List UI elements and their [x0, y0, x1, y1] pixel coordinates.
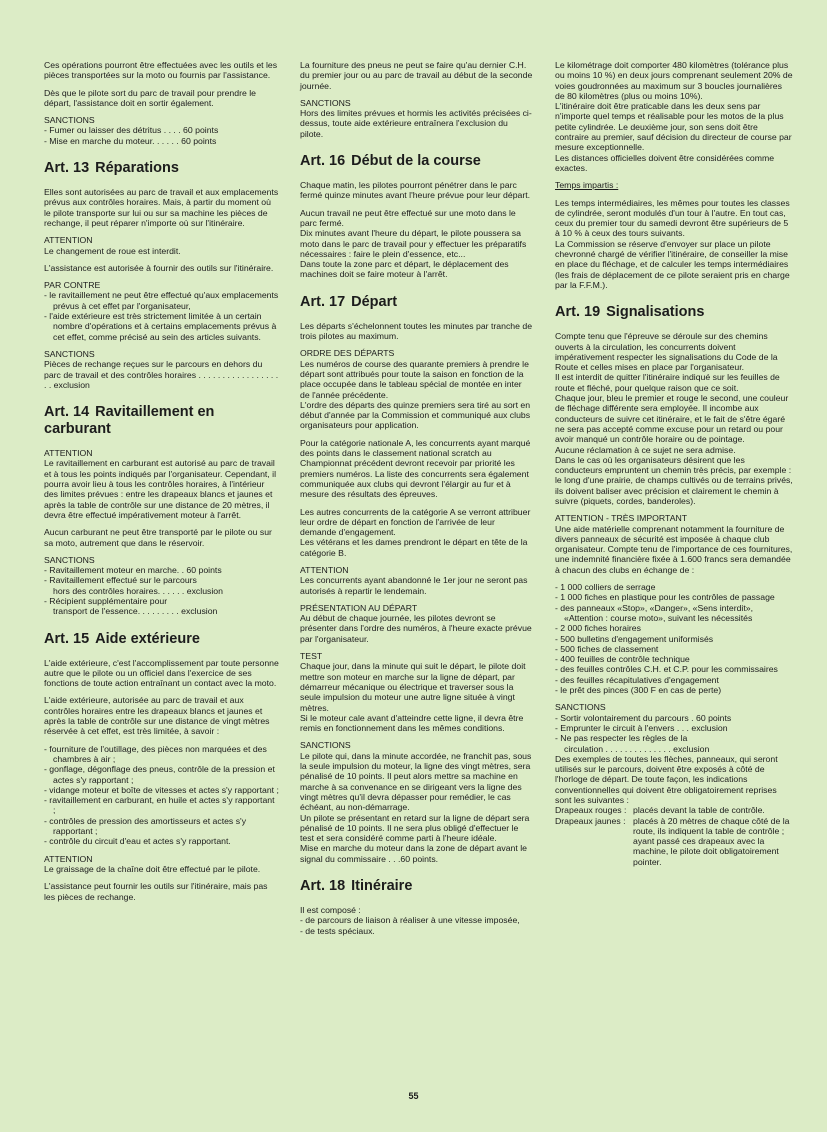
article-number: Art. 13 [44, 160, 90, 177]
paragraph: Compte tenu que l'épreuve se déroule sur des chemins ouverts à la circulation, les concurrents doivent impérativement respecter les signalisations du Code de la Route et celles mises en place par l'organisateur. [555, 331, 778, 373]
definition-text: placés devant la table de contrôle. [633, 805, 765, 816]
paragraph: La fourniture des pneus ne peut se faire qu'au dernier C.H. du premier jour ou au parc de travail au début de la seconde journée. [300, 60, 533, 91]
paragraph: Aucun carburant ne peut être transporté par le pilote ou sur sa moto, autrement que dans le réservoir. [44, 527, 272, 548]
list-item: - 500 bulletins d'engagement uniformisés [555, 633, 714, 644]
list-item: - Emprunter le circuit à l'envers . . . exclusion [555, 722, 728, 733]
section-label: SANCTIONS [44, 554, 95, 565]
list-item: - de tests spéciaux. [300, 925, 375, 936]
paragraph: Dix minutes avant l'heure du départ, le pilote poussera sa moto dans le parc de travail pour y effectuer les préparatifs nécessaires : faire le plein d'essence, etc... [300, 228, 527, 259]
article-title: Signalisations [606, 304, 705, 321]
paragraph: L'aide extérieure, c'est l'accomplissement par toute personne autre que le pilote ou un officiel dans l'exercice de ses fonctions de toute action entraînant un contact avec la moto. [44, 657, 279, 689]
paragraph: Mise en marche du moteur dans la zone de départ avant le signal du commissaire . . .60 points. [300, 843, 527, 864]
section-label: PRÉSENTATION AU DÉPART [300, 602, 418, 613]
paragraph: Les autres concurrents de la catégorie A se verront attribuer leur ordre de départ en fonction de l'arrivée de leur demande d'engagement. [300, 506, 531, 538]
paragraph: L'assistance est autorisée à fournir des outils sur l'itinéraire. [44, 262, 274, 273]
paragraph: Les distances officielles doivent être considérées comme exactes. [555, 152, 775, 173]
paragraph: Les numéros de course des quarante premiers à prendre le départ sont attribués pour toute la saison en fonction de la place occupée dans le tableau spécial de montée en inter de l'année précédente. [300, 358, 529, 400]
list-item: - des feuilles récapitulatives d'engagement [555, 674, 719, 685]
definition-row [555, 816, 793, 867]
article-heading [44, 160, 279, 177]
paragraph: L'aide extérieure, autorisée au parc de travail et aux contrôles horaires entre les drapeaux blancs et jaunes et après la table de contrôle sur une distance de vingt mètres réservée à cet effet, est très limitée, à savoir : [44, 695, 270, 737]
list-item: - contrôle du circuit d'eau et actes s'y rapportant. [44, 836, 231, 847]
list-item: - contrôles de pression des amortisseurs et actes s'y rapportant ; [44, 815, 247, 837]
section-label: ATTENTION [44, 235, 93, 246]
column-left [44, 60, 279, 909]
list-item: - de parcours de liaison à réaliser à une vitesse imposée, [300, 915, 520, 926]
section-label: SANCTIONS [44, 115, 95, 126]
article-number: Art. 14 [44, 404, 90, 421]
article-number: Art. 16 [300, 153, 346, 170]
article-number: Art. 17 [300, 293, 346, 310]
paragraph: Elles sont autorisées au parc de travail et aux emplacements prévus aux contrôles horaires. Mais, à partir du moment où le pilote transporte sur lui ou sur sa machine les pièces de rechange, il peut réparer n'importe où sur l'itinéraire. [44, 187, 279, 228]
list-item: - 500 fiches de classement [555, 643, 659, 654]
list-item: - le ravitaillement ne peut être effectué qu'aux emplacements prévus à cet effet par l'organisateur, [44, 290, 279, 311]
paragraph: Le pilote qui, dans la minute accordée, ne franchit pas, sous la seule impulsion du moteur, la ligne des vingt mètres, sera pénalisé de 10 points. Il peut alors mettre sa machine en marche à sa convenance en se dirigeant vers la ligne des vingt mètres qu'il devra dépasser pour remédier, le cas échéant, au non-démarrage. [300, 750, 532, 813]
article-heading [300, 878, 533, 895]
paragraph: L'ordre des départs des quinze premiers sera tiré au sort en début d'année par la Commission et communiqué aux clubs organisateurs pour application. [300, 399, 531, 431]
article-number: Art. 18 [300, 878, 346, 894]
list-item: - Ravitaillement effectué sur le parcours [44, 575, 197, 586]
list-item: - Ne pas respecter les règles de la [555, 733, 688, 744]
definition-term: Drapeaux jaunes : [555, 815, 626, 826]
list-item: - fourniture de l'outillage, des pièces non marquées et des chambres à air ; [44, 743, 267, 764]
article-heading [300, 294, 533, 311]
section-label: SANCTIONS [300, 97, 351, 108]
list-item: - ravitaillement en carburant, en huile et actes s'y rapportant ; [44, 795, 275, 816]
list-item: - gonflage, dégonflage des pneus, contrôle de la pression et actes s'y rapportant ; [44, 764, 275, 785]
section-label: SANCTIONS [555, 702, 606, 713]
paragraph: L'assistance peut fournir les outils sur l'itinéraire, mais pas les pièces de rechange. [44, 881, 268, 902]
paragraph: La Commission se réserve d'envoyer sur place un pilote chevronné chargé de vérifier l'itinéraire, de conseiller la mise en place du fléchage, et de calculer les temps intermédiaires (les frais de déplacement de ce pilote seraient pris en charge par la F.F.M.). [555, 238, 790, 290]
definition-row [555, 805, 793, 815]
paragraph: Les vétérans et les dames prendront le départ en tête de la catégorie B. [300, 537, 528, 558]
paragraph: Chaque matin, les pilotes pourront pénétrer dans le parc fermé quinze minutes avant l'heure prévue pour leur départ. [300, 180, 531, 201]
paragraph: Le changement de roue est interdit. [44, 245, 181, 256]
list-item-continuation: transport de l'essence. . . . . . . . . exclusion [53, 606, 218, 617]
article-heading [300, 153, 533, 170]
list-item: - 400 feuilles de contrôle technique [555, 654, 690, 665]
section-label: SANCTIONS [300, 740, 351, 751]
list-item-continuation: hors des contrôles horaires. . . . . . exclusion [53, 585, 223, 596]
section-label: ATTENTION [44, 448, 93, 459]
paragraph: Aucune réclamation à ce sujet ne sera admise. [555, 444, 736, 455]
paragraph: Une aide matérielle comprenant notamment la fourniture de divers panneaux de sécurité est imposée à chaque club organisateur. Compte tenu de l'importance de ces fournitures, une indemnité financière fixée à 1.600 francs sera demandée à chacun des clubs en échange de : [555, 523, 793, 575]
paragraph: Pour la catégorie nationale A, les concurrents ayant marqué des points dans le classement national scratch au Championnat précédent devront recevoir par priorité les premiers numéros. La liste des concurrents sera également communiquée aux clubs qui devront l'élargir au fur et à mesure des résultats des épreuves. [300, 437, 531, 500]
paragraph: Dans le cas où les organisateurs désirent que les conducteurs empruntent un chemin très précis, par exemple : le long d'une prairie, de champs cultivés ou de terrains privés, ils doivent baliser avec précision et clairement le chemin à suivre (piquets, cordes, banderoles). [555, 454, 793, 506]
paragraph: Il est interdit de quitter l'itinéraire indiqué sur les feuilles de route et fléché, pour quelque raison que ce soit. [555, 372, 780, 393]
list-item: - 2 000 fiches horaires [555, 623, 641, 634]
list-item: - vidange moteur et boîte de vitesses et actes s'y rapportant ; [44, 784, 279, 795]
list-item: - Ravitaillement moteur en marche. . 60 points [44, 565, 222, 576]
section-label: TEST [300, 651, 323, 662]
list-item: - Sortir volontairement du parcours . 60 points [555, 712, 732, 723]
section-label: PAR CONTRE [44, 280, 101, 291]
column-right [555, 60, 793, 867]
paragraph: Les concurrents ayant abandonné le 1er jour ne seront pas autorisés à repartir le lendemain. [300, 575, 528, 596]
paragraph: Pièces de rechange reçues sur le parcours en dehors du parc de travail et des contrôles horaires . . . . . . . . . . . . . . . . . . . exclusion [44, 359, 279, 390]
column-middle [300, 60, 533, 936]
paragraph: Le kilométrage doit comporter 480 kilomètres (tolérance plus ou moins 10 %) en deux jours comprenant seulement 20% de voies goudronnées au maximum sur 3 boucles journalières de 80 kilomètres (plus ou moins 10%). [555, 60, 793, 101]
list-item: - Récipient supplémentaire pour [44, 595, 168, 606]
article-title: Début de la course [351, 153, 481, 170]
article-number: Art. 15 [44, 630, 90, 647]
paragraph: Le graissage de la chaîne doit être effectué par le pilote. [44, 863, 261, 874]
page-number: 55 [408, 1091, 419, 1101]
article-heading [555, 304, 793, 321]
paragraph: Ces opérations pourront être effectuées avec les outils et les pièces transportées sur la moto ou fournis par l'assistance. [44, 60, 278, 81]
article-title: Itinéraire [351, 878, 413, 894]
paragraph: Chaque jour, bleu le premier et rouge le second, une couleur de fléchage différente sera employée. Il incombe aux conducteurs de suivre cet itinéraire, et le fait de s'être égaré ne sera pas accepté comme excuse pour un retard ou pour avoir manqué un contrôle horaire ou de pointage. [555, 393, 789, 445]
paragraph: L'itinéraire doit être praticable dans les deux sens par n'importe quel temps et réalisable pour les motos de la plus petite cylindrée. Le deuxième jour, son sens doit être contraire au premier, sauf décision du directeur de course par mesure exceptionnelle. [555, 101, 792, 153]
list-item: - 1 000 fiches en plastique pour les contrôles de passage [555, 592, 775, 603]
article-title: Départ [351, 293, 398, 310]
underlined-subheading: Temps impartis : [555, 180, 619, 191]
paragraph: Chaque jour, dans la minute qui suit le départ, le pilote doit mettre son moteur en marche sur la ligne de départ, par démarreur mécanique ou électrique et traverser sous la seule impulsion du moteur une autre ligne située à vingt mètres. [300, 661, 526, 713]
list-item: - des panneaux «Stop», «Danger», «Sens interdit», «Attention : course moto», suivant les nécessités [555, 602, 754, 623]
definition-term: Drapeaux rouges : [555, 805, 627, 816]
section-label: SANCTIONS [44, 348, 95, 359]
section-label: ORDRE DES DÉPARTS [300, 348, 395, 359]
article-heading [44, 404, 279, 438]
article-title: Aide extérieure [95, 630, 200, 647]
list-item-continuation: circulation . . . . . . . . . . . . . . exclusion [564, 743, 710, 754]
paragraph: Dès que le pilote sort du parc de travail pour prendre le départ, l'assistance doit en sortir également. [44, 87, 256, 108]
paragraph: Dans toute la zone parc et départ, le déplacement des machines doit se faire moteur à l'arrêt. [300, 259, 509, 280]
list-item: - l'aide extérieure est très strictement limitée à un certain nombre d'opérations et à certains emplacements prévus à cet effet, comme précisé au sein des articles suivants. [44, 311, 277, 342]
article-number: Art. 19 [555, 304, 601, 321]
paragraph: Des exemples de toutes les flèches, panneaux, qui seront utilisés sur le parcours, doivent être exposés à côté de l'horloge de départ. De toute façon, les indications conventionnelles qui doivent être obligatoirement reprises sont les suivantes : [555, 753, 778, 805]
section-label: ATTENTION [300, 564, 349, 575]
paragraph: Il est composé : [300, 905, 361, 915]
paragraph: Un pilote se présentant en retard sur la ligne de départ sera pénalisé de 10 points. Il ne sera plus obligé d'effectuer le test et sera considéré comme parti à l'heure idéale. [300, 812, 530, 844]
paragraph: Au début de chaque journée, les pilotes devront se présenter dans l'ordre des numéros, à l'heure exacte prévue par l'organisateur. [300, 613, 532, 644]
section-label: ATTENTION - TRÈS IMPORTANT [555, 513, 688, 524]
list-item: - Fumer ou laisser des détritus . . . . 60 points [44, 125, 219, 136]
paragraph: Le ravitaillement en carburant est autorisé au parc de travail et à tous les points indiqués par l'organisateur. Cependant, il pourra avoir lieu à tous les contrôles horaires, à l'intérieur des limites prévues : entre les drapeaux blancs et jaunes et après la table de contrôle sur une distance de 20 mètres, il devra être effectué impérativement moteur à l'arrêt. [44, 458, 277, 520]
article-heading [44, 631, 279, 648]
definition-text: placés à 20 mètres de chaque côté de la route, ils indiquent la table de contrôle ; ayant passé ces drapeaux avec la machine, le pilote doit obligatoirement pointer. [633, 815, 790, 867]
article-title: Ravitaillement en carburant [44, 404, 215, 438]
list-item: - le prêt des pinces (300 F en cas de perte) [555, 685, 722, 696]
paragraph: Si le moteur cale avant d'atteindre cette ligne, il devra être remis en fonctionnement dans les mêmes conditions. [300, 712, 524, 734]
section-label: ATTENTION [44, 853, 93, 864]
list-item: - 1 000 colliers de serrage [555, 582, 656, 593]
list-item: - des feuilles contrôles C.H. et C.P. pour les commissaires [555, 664, 778, 675]
paragraph: Hors des limites prévues et hormis les activités précisées ci-dessus, toute aide extérieure entraînera l'exclusion du pilote. [300, 108, 532, 139]
paragraph: Aucun travail ne peut être effectué sur une moto dans le parc fermé. [300, 207, 516, 228]
paragraph: Les départs s'échelonnent toutes les minutes par tranche de trois pilotes au maximum. [300, 320, 533, 342]
paragraph: Les temps intermédiaires, les mêmes pour toutes les classes de cylindrée, seront modulés d'un tour à l'autre. En tout cas, ceux du premier tour du samedi devront être supérieurs de 5 à 10 % à ceux des tours suivants. [555, 197, 790, 239]
article-title: Réparations [95, 160, 179, 177]
list-item: - Mise en marche du moteur. . . . . . 60 points [44, 135, 217, 146]
